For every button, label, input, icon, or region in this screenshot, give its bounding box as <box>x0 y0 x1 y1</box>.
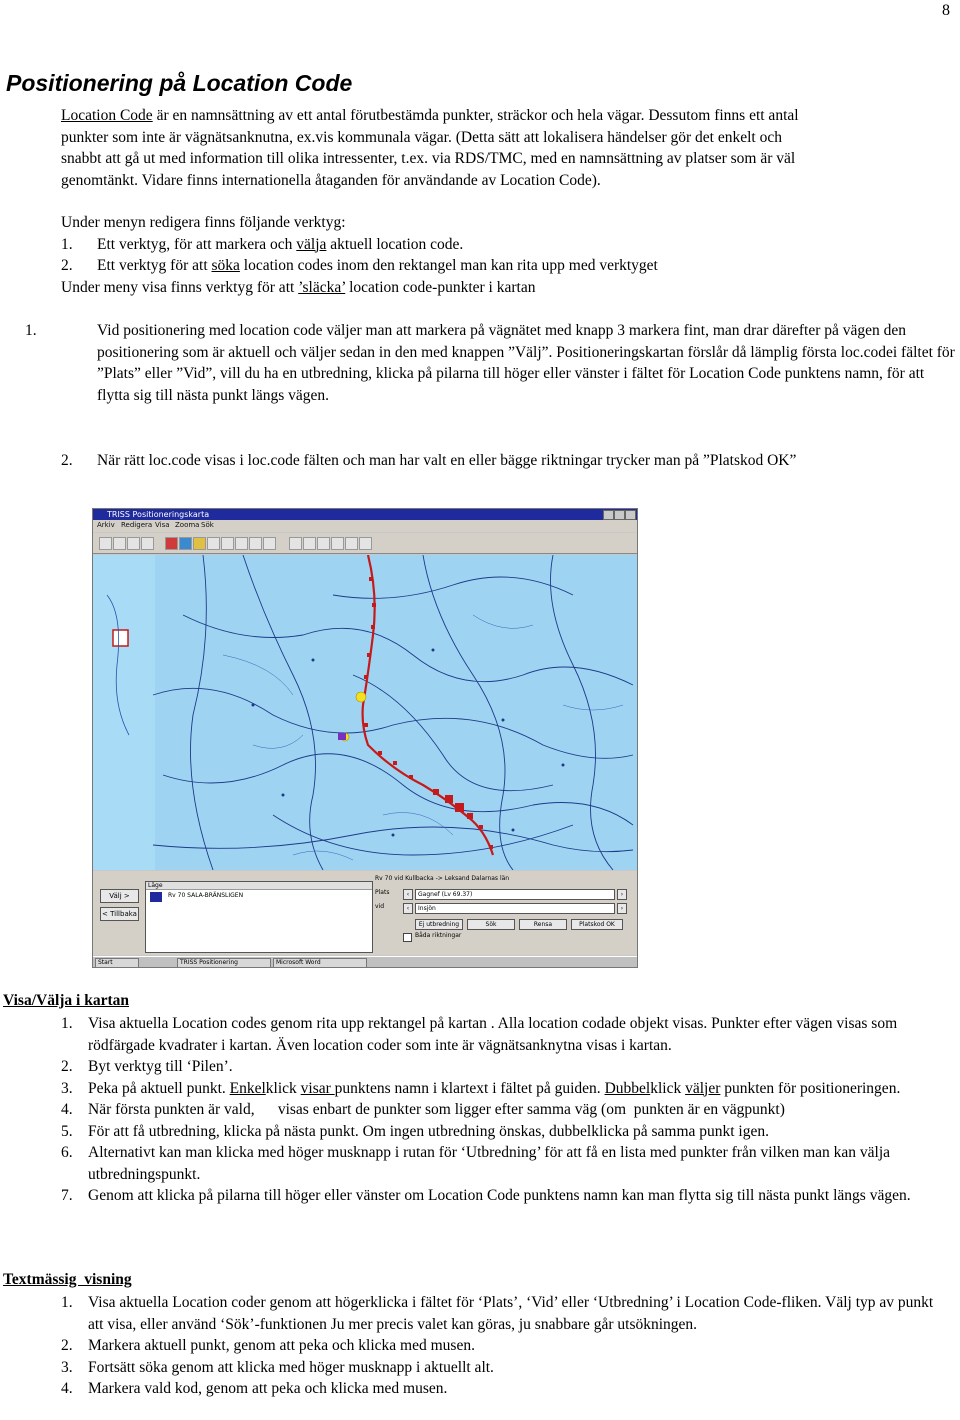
menu-zooma[interactable]: Zooma <box>175 521 200 529</box>
menu-arkiv[interactable]: Arkiv <box>97 521 115 529</box>
visa-menu-line: Under meny visa finns verktyg för att ’släcka’ location code-punkter i kartan <box>61 278 536 296</box>
tool-road-icon[interactable] <box>221 537 234 550</box>
tool-search-icon[interactable] <box>179 537 192 550</box>
minimize-button[interactable] <box>603 510 614 520</box>
tool-select-icon[interactable] <box>141 537 154 550</box>
list-item: 7. Genom att klicka på pilarna till höger eller vänster om Location Code punktens namn kan man flytta sig till nästa punkt längs vägen. <box>61 1187 911 1204</box>
next-arrow-button[interactable]: › <box>617 889 627 900</box>
tools-paragraph <box>61 212 951 298</box>
list-item: 2. Byt verktyg till ‘Pilen’. <box>61 1058 233 1075</box>
prev-arrow-button[interactable]: ‹ <box>403 889 413 900</box>
taskbar-item-word[interactable]: Microsoft Word <box>273 958 367 968</box>
list-item: 4. Markera vald kod, genom att peka och klicka med musen. <box>61 1380 448 1397</box>
close-button[interactable] <box>625 510 636 520</box>
list-item: 4. När första punkten är vald, visas enbart de punkter som ligger efter samma väg (om punkten är en vägpunkt) <box>61 1101 785 1118</box>
menu-bar <box>93 520 637 532</box>
list-item: 2. Markera aktuell punkt, genom att peka och klicka med musen. <box>61 1337 475 1354</box>
list-item: 1. Visa aktuella Location codes genom rita upp rektangel på kartan . Alla location codade objekt visas. Punkter efter vägen visas som rödfärgade kvadrater i kartan. Även location coder som inte är vägnätsanknytna visas i kartan. <box>61 1015 898 1054</box>
tool-layer-icon[interactable] <box>249 537 262 550</box>
step-2: 2. När rätt loc.code visas i loc.code fälten och man har valt en eller bägge riktningar trycker man på ”Platskod OK” <box>61 452 797 469</box>
list-item: 5. För att få utbredning, klicka på nästa punkt. Om ingen utbredning önskas, dubbelklicka på samma punkt igen. <box>61 1122 769 1140</box>
riktning-checkbox[interactable] <box>403 933 412 942</box>
valj-button[interactable]: Välj > <box>100 889 139 903</box>
route-description: Rv 70 vid Kullbacka -> Leksand Dalarnas län <box>375 875 510 882</box>
menu-sok[interactable]: Sök <box>201 521 214 529</box>
list-item: 1. Visa aktuella Location coder genom att högerklicka i fältet för ‘Plats’, ‘Vid’ eller ‘Utbredning’ i Location Code-fliken. Välj typ av punkt att visa, eller använd ‘Sök’-funktionen Ju mer precis valet kan göras, ju snabbare går utsökningen. <box>61 1294 934 1333</box>
toolbar <box>93 533 637 554</box>
tool-zoom-out-icon[interactable] <box>345 537 358 550</box>
tool-marker-icon[interactable] <box>165 537 178 550</box>
tool-draw-icon[interactable] <box>193 537 206 550</box>
menu-visa[interactable]: Visa <box>155 521 170 529</box>
list-item: 3. Fortsätt söka genom att klicka med höger musknapp i aktuellt alt. <box>61 1358 494 1376</box>
sok-button[interactable]: Sök <box>467 919 515 930</box>
tool-print-icon[interactable] <box>263 537 276 550</box>
tillbaka-button[interactable]: < Tillbaka <box>100 907 139 921</box>
vid-field[interactable]: Insjön <box>415 903 615 914</box>
page-number: 8 <box>942 2 950 19</box>
list-header: Läge <box>146 882 372 890</box>
tool-zoom-in-icon[interactable] <box>331 537 344 550</box>
map-canvas[interactable] <box>93 555 637 870</box>
tool-pointer-icon[interactable] <box>99 537 112 550</box>
taskbar <box>93 956 637 968</box>
tool-rectangle-icon[interactable] <box>289 537 302 550</box>
tool-help-icon[interactable] <box>359 537 372 550</box>
location-code-form <box>375 875 631 951</box>
step-1: 1. Vid positionering med location code väljer man att markera på vägnätet med knapp 3 markera fint, man drar därefter på vägen den positionering som är aktuell och väljer sedan in den med knappen ”Välj”. Positioneringskartan förslår då lämplig första loc.codei fältet för ”Plats” eller ”Vid”, vill du ha en utbredning, klicka på pilarna till höger eller vänster i fältet för Location Code punktens namn, för att flytta sig till nästa punkt längs vägen. <box>25 322 955 404</box>
tool-zoom-icon[interactable] <box>207 537 220 550</box>
vid-label: vid <box>375 903 385 910</box>
visa-valja-heading: Visa/Välja i kartan <box>3 992 130 1009</box>
tool-mark-icon[interactable] <box>113 537 126 550</box>
list-item: 6. Alternativt kan man klicka med höger musknapp i rutan för ‘Utbredning’ för att få en lista med punkter från vilken man kan välja utbredningspunkt. <box>61 1144 891 1183</box>
utbredning-button[interactable]: Ej utbredning <box>415 919 463 930</box>
taskbar-item-triss[interactable]: TRISS Positionering <box>177 958 271 968</box>
tool-info-icon[interactable] <box>317 537 330 550</box>
textmassig-list <box>61 1292 941 1400</box>
checkbox-label: Båda riktningar <box>415 932 462 939</box>
tool-hide-icon[interactable] <box>303 537 316 550</box>
tool-item-1: 1. Ett verktyg, för att markera och välja aktuell location code. <box>61 235 464 253</box>
intro-paragraph: Location Code är en namnsättning av ett antal förutbestämda punkter, sträckor och hela vägar. Dessutom finns ett antal punkter som inte är vägnätsanknutna, ex.vis kommunala vägar. (Detta sätt att lokalisera händelser gör det enkelt och snabbt att gå ut med information till olika intressenter, t.ex. via RDS/TMC, med en namnsättning av platser som är väl genomtänkt. Vidare finns internationella åtaganden för användande av Location Code). <box>61 107 799 189</box>
location-guide-panel <box>93 871 637 955</box>
menu-redigera[interactable]: Redigera <box>121 521 153 529</box>
positioning-map-screenshot <box>92 508 638 968</box>
platskod-ok-button[interactable]: Platskod OK <box>571 919 623 930</box>
tool-edit-icon[interactable] <box>127 537 140 550</box>
plats-field[interactable]: Gagnef (Lv 69.37) <box>415 889 615 900</box>
tools-heading: Under menyn redigera finns följande verktyg: <box>61 214 346 231</box>
tool-item-2: 2. Ett verktyg för att söka location codes inom den rektangel man kan rita upp med verktyget <box>61 257 658 274</box>
list-item: 3. Peka på aktuell punkt. Enkelklick visar punktens namn i klartext i fältet på guiden. Dubbelklick väljer punkten för positioneringen. <box>61 1079 901 1097</box>
result-list[interactable] <box>145 881 373 953</box>
location-code-term: Location Code <box>61 107 153 124</box>
maximize-button[interactable] <box>614 510 625 520</box>
plats-label: Plats <box>375 889 390 896</box>
tool-pan-icon[interactable] <box>235 537 248 550</box>
vid-prev-arrow-button[interactable]: ‹ <box>403 903 413 914</box>
rensa-button[interactable]: Rensa <box>519 919 567 930</box>
start-button[interactable]: Start <box>95 958 139 968</box>
list-item[interactable]: Rv 70 SALA-BRÄNSLIGEN <box>146 890 372 899</box>
textmassig-heading: Textmässig visning <box>3 1271 132 1288</box>
vid-next-arrow-button[interactable]: › <box>617 903 627 914</box>
road-icon <box>150 892 162 902</box>
window-titlebar: TRISS Positioneringskarta <box>93 509 637 520</box>
page-title: Positionering på Location Code <box>6 70 353 96</box>
visa-valja-list <box>61 1013 941 1207</box>
